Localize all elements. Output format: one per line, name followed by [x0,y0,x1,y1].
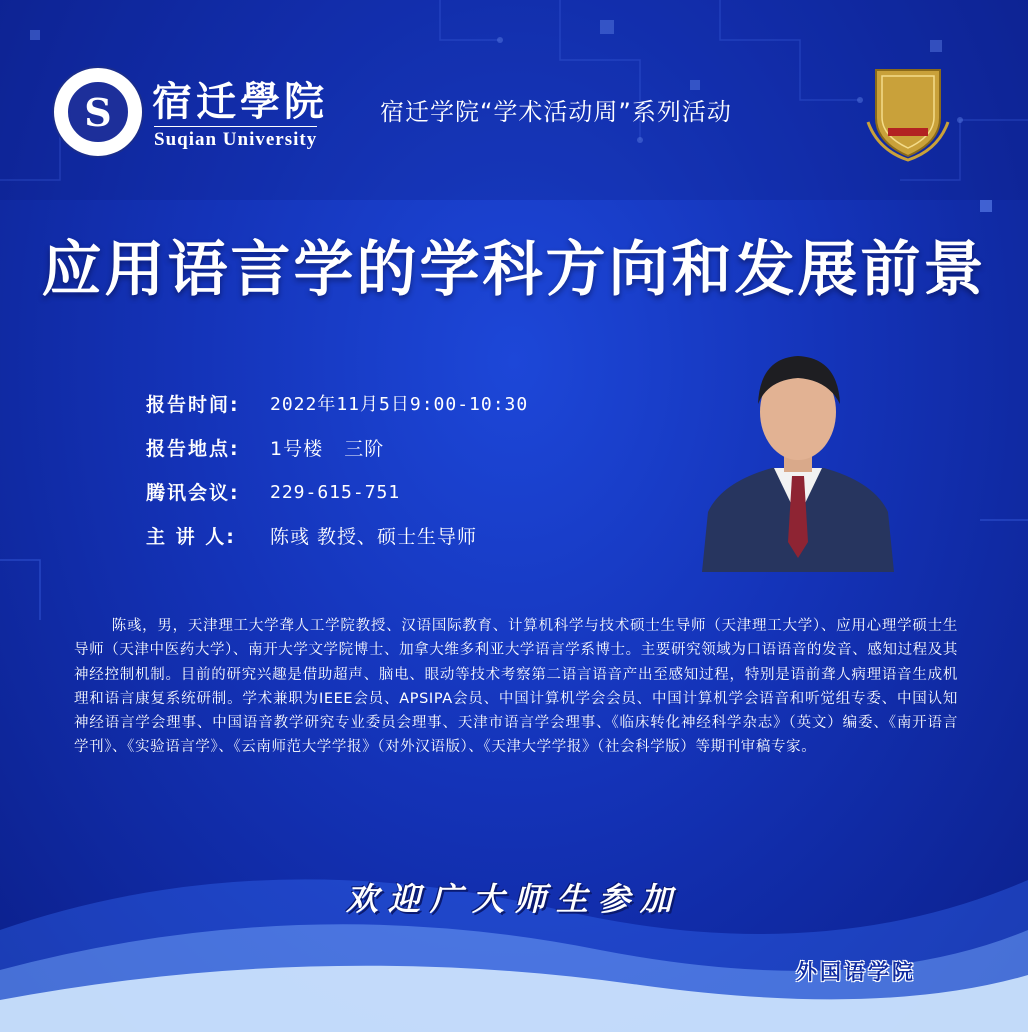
speaker-bio: 陈彧，男，天津理工大学聋人工学院教授、汉语国际教育、计算机科学与技术硕士生导师（天津理工大学）、应用心理学硕士生导师（天津中医药大学）、南开大学文学院博士、加拿大维多利亚大学语言学系博士。主要研究领域为口语语音的发音、感知过程及其神经控制机制。目前的研究兴趣是借助超声、脑电、眼动等技术考察第二语言语音产出至感知过程，特别是语前聋人病理语音生成机理和语言康复系统研制。学术兼职为IEEE会员、APSIPA会员、中国计算机学会会员、中国计算机学会语音和听觉组专委、中国认知神经语言学会理事、中国语音教学研究专业委员会理事、天津市语言学会理事、《临床转化神经科学杂志》（英文）编委、《南开语言学刊》、《实验语言学》、《云南师范大学学报》（对外汉语版）、《天津大学学报》（社会科学版）等期刊审稿专家。 [74,618,958,756]
info-label: 主 讲 人: [146,526,236,548]
info-row-time [146,388,686,432]
school-badge-icon [862,62,954,162]
info-value: 1号楼 三阶 [270,438,385,460]
info-value: 229-615-751 [270,482,401,503]
info-row-location [146,432,686,476]
university-logo [52,62,352,158]
info-value: 2022年11月5日9:00-10:30 [270,394,529,415]
info-label: 报告地点: [146,438,240,460]
page-title: 应用语言学的学科方向和发展前景 [41,235,987,305]
info-label: 腾讯会议: [146,482,240,504]
info-value: 陈彧 教授、硕士生导师 [270,526,478,548]
info-row-speaker [146,520,686,564]
logo-english-name: Suqian University [154,126,317,151]
event-info [146,388,686,564]
speaker-portrait-icon [702,342,894,572]
info-label: 报告时间: [146,394,240,416]
organizer-name: 外国语学院 [796,960,916,984]
welcome-slogan: 欢迎广大师生参加 [345,880,682,918]
info-row-meeting [146,476,686,520]
series-title: 宿迁学院“学术活动周”系列活动 [380,98,732,126]
logo-chinese-name: 宿迁學院 [152,78,328,125]
university-seal-icon: S [52,66,144,158]
